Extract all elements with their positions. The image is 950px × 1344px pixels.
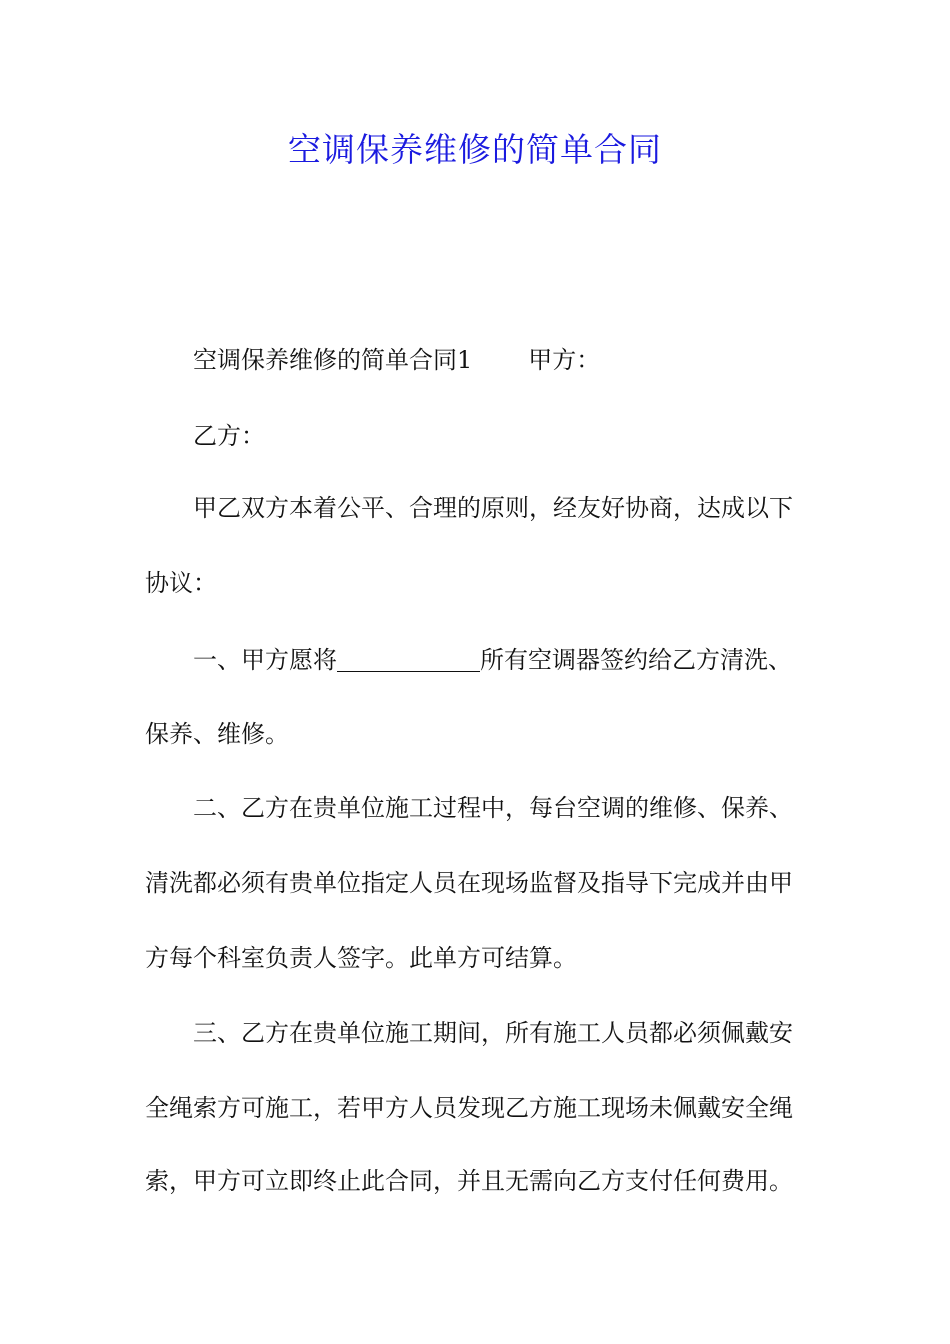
clause-1-text-b: 所有空调器签约给乙方清洗、 (480, 646, 792, 674)
clause-1-line-2: 保养、维修。 (145, 720, 289, 748)
clause-3-line-3: 索，甲方可立即终止此合同，并且无需向乙方支付任何费用。 (145, 1167, 793, 1195)
clause-2-line-3: 方每个科室负责人签字。此单方可结算。 (145, 944, 577, 972)
paragraph-intro-line-1: 甲乙双方本着公平、合理的原则，经友好协商，达成以下 (193, 494, 793, 522)
clause-1-text-a: 一、甲方愿将 (193, 646, 337, 674)
clause-2-line-2: 清洗都必须有贵单位指定人员在现场监督及指导下完成并由甲 (145, 869, 793, 897)
document-title: 空调保养维修的简单合同 (288, 130, 662, 169)
paragraph-intro-line-2: 协议： (145, 569, 217, 597)
clause-1-line-1 (193, 642, 810, 678)
contract-subtitle: 空调保养维修的简单合同1 (193, 346, 473, 374)
party-b-label: 乙方： (193, 422, 265, 450)
contract-heading-line (193, 342, 810, 378)
clause-3-line-1: 三、乙方在贵单位施工期间，所有施工人员都必须佩戴安 (193, 1019, 793, 1047)
fill-in-blank[interactable] (337, 647, 480, 672)
party-a-label: 甲方： (528, 346, 601, 374)
clause-2-line-1: 二、乙方在贵单位施工过程中，每台空调的维修、保养、 (193, 794, 793, 822)
clause-3-line-2: 全绳索方可施工，若甲方人员发现乙方施工现场未佩戴安全绳 (145, 1094, 793, 1122)
